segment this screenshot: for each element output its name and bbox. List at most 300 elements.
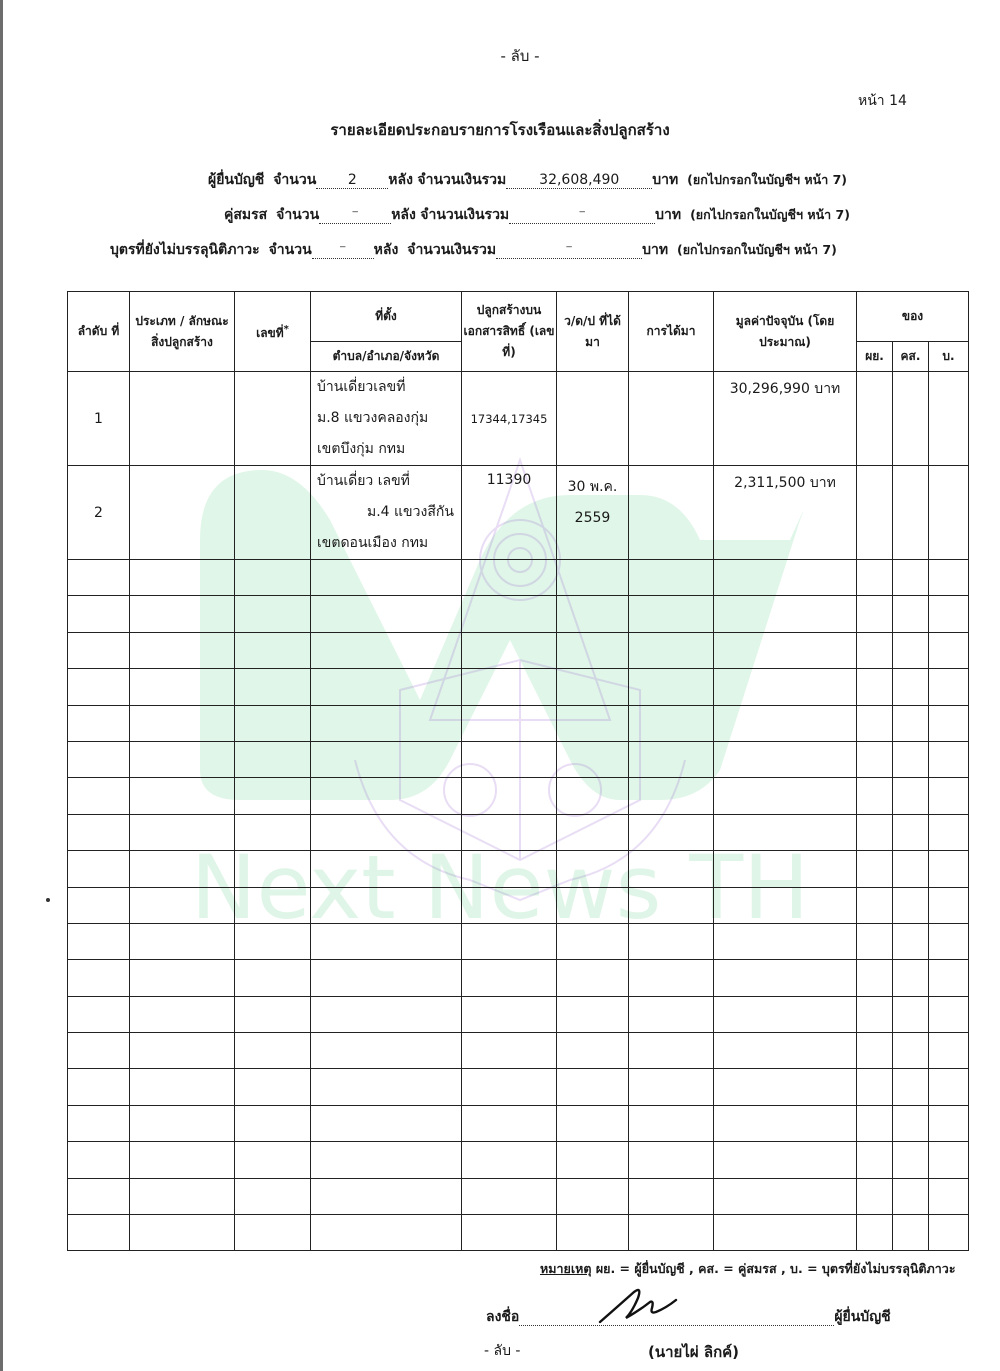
table-cell-empty — [235, 1105, 311, 1141]
row-location — [311, 372, 462, 466]
row-location-line: บ้านเดี่ยวเลขที่ — [317, 379, 406, 395]
row-date — [557, 466, 629, 560]
row-date-line: 2559 — [574, 510, 611, 526]
spouse-unit-label: หลัง — [391, 207, 416, 223]
table-cell-empty — [235, 1033, 311, 1069]
table-cell-empty — [893, 705, 929, 741]
table-cell-empty — [557, 669, 629, 705]
table-cell-empty — [68, 705, 130, 741]
row-location-line: ม.8 แขวงคลองกุ่ม — [317, 410, 429, 426]
table-row-empty — [68, 1105, 969, 1141]
spouse-count: ⁻ — [319, 207, 391, 224]
row-number — [235, 466, 311, 560]
table-cell-empty — [629, 851, 714, 887]
table-cell-empty — [714, 923, 857, 959]
table-cell-empty — [68, 960, 130, 996]
table-cell-empty — [311, 741, 462, 777]
remark-label: หมายเหตุ — [540, 1261, 592, 1276]
table-cell-empty — [130, 1215, 235, 1251]
table-cell-empty — [130, 778, 235, 814]
table-cell-empty — [929, 851, 969, 887]
table-cell-empty — [557, 705, 629, 741]
col-header-order: ลำดับ ที่ — [68, 292, 130, 372]
table-cell-empty — [714, 778, 857, 814]
table-cell-empty — [235, 1178, 311, 1214]
col-header-type: ประเภท / ลักษณะ สิ่งปลูกสร้าง — [130, 292, 235, 372]
table-cell-empty — [929, 1105, 969, 1141]
table-cell-empty — [130, 1069, 235, 1105]
table-cell-empty — [893, 1178, 929, 1214]
table-cell-empty — [714, 632, 857, 668]
table-cell-empty — [462, 851, 557, 887]
row-date-line: 30 พ.ค. — [567, 479, 618, 495]
table-cell-empty — [68, 778, 130, 814]
table-cell-empty — [68, 1215, 130, 1251]
table-row-empty — [68, 1142, 969, 1178]
table-cell-empty — [235, 1215, 311, 1251]
table-cell-empty — [68, 560, 130, 596]
table-cell-empty — [130, 632, 235, 668]
table-cell-empty — [714, 960, 857, 996]
table-cell-empty — [462, 1142, 557, 1178]
table-cell-empty — [929, 1142, 969, 1178]
table-cell-empty — [857, 1033, 893, 1069]
signer-name: (นายไผ่ ลิกค์) — [648, 1343, 740, 1361]
filer-unit-label: หลัง — [388, 172, 413, 188]
page-title: รายละเอียดประกอบรายการโรงเรือนและสิ่งปลูกสร้าง — [330, 121, 670, 139]
table-row-empty — [68, 1033, 969, 1069]
table-cell-empty — [629, 1105, 714, 1141]
children-currency: บาท — [642, 242, 669, 258]
table-row-empty — [68, 1178, 969, 1214]
table-cell-empty — [929, 632, 969, 668]
summary-filer — [208, 169, 847, 193]
children-total-label: จำนวนเงินรวม — [407, 242, 497, 258]
sign-role: ผู้ยื่นบัญชี — [834, 1309, 891, 1325]
row-location-line: บ้านเดี่ยว เลขที่ — [317, 473, 410, 489]
table-cell-empty — [462, 632, 557, 668]
table-cell-empty — [235, 1142, 311, 1178]
filer-currency: บาท — [652, 172, 679, 188]
table-cell-empty — [235, 960, 311, 996]
row-value: 30,296,990 บาท — [714, 372, 857, 466]
table-row — [68, 372, 969, 466]
buildings-table — [67, 291, 969, 1251]
remark — [540, 1259, 956, 1279]
col-header-location: ที่ตั้ง — [311, 292, 462, 342]
children-unit-label: หลัง — [373, 242, 399, 258]
table-cell-empty — [857, 851, 893, 887]
table-cell-empty — [929, 887, 969, 923]
page-edge — [0, 0, 3, 1371]
table-cell-empty — [714, 1033, 857, 1069]
table-row-empty — [68, 560, 969, 596]
table-cell-empty — [857, 778, 893, 814]
col-header-number — [235, 292, 311, 372]
table-cell-empty — [857, 1142, 893, 1178]
table-cell-empty — [629, 1033, 714, 1069]
table-cell-empty — [557, 1033, 629, 1069]
table-cell-empty — [857, 596, 893, 632]
watermark-text: Next News TH — [190, 836, 810, 939]
table-cell-empty — [714, 996, 857, 1032]
table-cell-empty — [714, 741, 857, 777]
spouse-currency: บาท — [655, 207, 682, 223]
table-cell-empty — [311, 1215, 462, 1251]
table-cell-empty — [557, 960, 629, 996]
row-value: 2,311,500 บาท — [714, 466, 857, 560]
table-cell-empty — [130, 596, 235, 632]
classification-top: - ลับ - — [500, 47, 540, 65]
table-cell-empty — [893, 960, 929, 996]
col-header-owner-child: บ. — [929, 342, 969, 372]
row-owner-spouse — [893, 372, 929, 466]
col-header-location-sub: ตำบล/อำเภอ/จังหวัด — [311, 342, 462, 372]
table-cell-empty — [68, 741, 130, 777]
spouse-label: คู่สมรส — [224, 207, 268, 223]
table-cell-empty — [714, 560, 857, 596]
table-cell-empty — [68, 1069, 130, 1105]
table-cell-empty — [130, 887, 235, 923]
table-cell-empty — [557, 778, 629, 814]
table-cell-empty — [557, 560, 629, 596]
table-cell-empty — [714, 1069, 857, 1105]
spouse-note: (ยกไปกรอกในบัญชีฯ หน้า 7) — [690, 207, 850, 222]
children-label: บุตรที่ยังไม่บรรลุนิติภาวะ — [110, 242, 260, 258]
table-cell-empty — [311, 923, 462, 959]
table-cell-empty — [857, 960, 893, 996]
table-cell-empty — [893, 814, 929, 850]
table-cell-empty — [68, 1033, 130, 1069]
table-cell-empty — [857, 669, 893, 705]
table-row-empty — [68, 705, 969, 741]
table-cell-empty — [857, 632, 893, 668]
table-cell-empty — [235, 923, 311, 959]
table-cell-empty — [929, 778, 969, 814]
table-cell-empty — [929, 1033, 969, 1069]
table-cell-empty — [929, 814, 969, 850]
table-cell-empty — [130, 705, 235, 741]
table-cell-empty — [130, 1033, 235, 1069]
table-cell-empty — [311, 996, 462, 1032]
table-cell-empty — [130, 851, 235, 887]
table-row-empty — [68, 960, 969, 996]
scan-speck — [46, 898, 50, 902]
col-header-owner: ของ — [857, 292, 969, 342]
col-header-date: ว/ด/ป ที่ได้มา — [557, 292, 629, 372]
summary-children — [110, 239, 837, 263]
table-cell-empty — [893, 560, 929, 596]
table-cell-empty — [68, 887, 130, 923]
row-order: 1 — [68, 372, 130, 466]
table-cell-empty — [629, 814, 714, 850]
table-cell-empty — [629, 887, 714, 923]
table-cell-empty — [714, 814, 857, 850]
row-owner-filer — [857, 372, 893, 466]
table-cell-empty — [68, 851, 130, 887]
table-cell-empty — [235, 778, 311, 814]
table-cell-empty — [929, 560, 969, 596]
row-owner-filer — [857, 466, 893, 560]
col-header-land-doc: ปลูกสร้างบน เอกสารสิทธิ์ (เลขที่) — [462, 292, 557, 372]
table-cell-empty — [857, 741, 893, 777]
handwritten-signature — [596, 1278, 686, 1328]
table-cell-empty — [462, 705, 557, 741]
table-cell-empty — [629, 960, 714, 996]
table-row-empty — [68, 741, 969, 777]
table-cell-empty — [629, 596, 714, 632]
table-cell-empty — [462, 1033, 557, 1069]
table-cell-empty — [462, 778, 557, 814]
table-cell-empty — [714, 851, 857, 887]
table-cell-empty — [235, 669, 311, 705]
table-cell-empty — [629, 1142, 714, 1178]
table-cell-empty — [714, 669, 857, 705]
table-cell-empty — [130, 1105, 235, 1141]
row-owner-child — [929, 372, 969, 466]
table-cell-empty — [857, 1069, 893, 1105]
table-cell-empty — [462, 1105, 557, 1141]
table-cell-empty — [235, 851, 311, 887]
table-cell-empty — [462, 887, 557, 923]
row-owner-child — [929, 466, 969, 560]
table-cell-empty — [629, 996, 714, 1032]
sign-label: ลงชื่อ — [486, 1309, 520, 1325]
table-cell-empty — [857, 1215, 893, 1251]
table-cell-empty — [929, 1178, 969, 1214]
table-cell-empty — [68, 996, 130, 1032]
table-cell-empty — [929, 996, 969, 1032]
filer-note: (ยกไปกรอกในบัญชีฯ หน้า 7) — [687, 172, 847, 187]
table-cell-empty — [130, 814, 235, 850]
table-cell-empty — [68, 1142, 130, 1178]
table-row-empty — [68, 596, 969, 632]
table-cell-empty — [311, 1178, 462, 1214]
row-type — [130, 466, 235, 560]
col-header-acquisition: การได้มา — [629, 292, 714, 372]
table-cell-empty — [311, 705, 462, 741]
table-row-empty — [68, 851, 969, 887]
table-row-empty — [68, 996, 969, 1032]
table-cell-empty — [311, 778, 462, 814]
row-land-doc: 17344,17345 — [462, 372, 557, 466]
table-cell-empty — [130, 923, 235, 959]
table-cell-empty — [462, 1069, 557, 1105]
col-header-value: มูลค่าปัจจุบัน (โดยประมาณ) — [714, 292, 857, 372]
children-note: (ยกไปกรอกในบัญชีฯ หน้า 7) — [677, 242, 837, 257]
col-header-owner-filer: ผย. — [857, 342, 893, 372]
table-cell-empty — [557, 887, 629, 923]
row-acquisition — [629, 372, 714, 466]
table-cell-empty — [462, 960, 557, 996]
row-location-line: เขตบึงกุ่ม กทม — [317, 441, 406, 457]
table-cell-empty — [893, 923, 929, 959]
table-cell-empty — [68, 1105, 130, 1141]
table-cell-empty — [714, 1178, 857, 1214]
table-row-empty — [68, 923, 969, 959]
children-count-label: จำนวน — [268, 242, 312, 258]
table-cell-empty — [557, 923, 629, 959]
table-cell-empty — [714, 1105, 857, 1141]
table-cell-empty — [857, 1178, 893, 1214]
table-cell-empty — [311, 669, 462, 705]
table-cell-empty — [929, 1215, 969, 1251]
table-cell-empty — [130, 669, 235, 705]
table-cell-empty — [311, 1069, 462, 1105]
table-cell-empty — [714, 1142, 857, 1178]
table-cell-empty — [557, 596, 629, 632]
table-cell-empty — [311, 1033, 462, 1069]
table-row-empty — [68, 814, 969, 850]
children-total: ⁻ — [496, 242, 642, 259]
table-cell-empty — [235, 560, 311, 596]
table-cell-empty — [311, 632, 462, 668]
table-cell-empty — [68, 669, 130, 705]
table-cell-empty — [893, 669, 929, 705]
table-cell-empty — [893, 596, 929, 632]
table-cell-empty — [893, 741, 929, 777]
table-cell-empty — [130, 960, 235, 996]
table-cell-empty — [462, 741, 557, 777]
summary-spouse — [224, 204, 850, 228]
table-cell-empty — [893, 1069, 929, 1105]
col-header-number-label: เลขที่ — [256, 326, 284, 340]
filer-count-label: จำนวน — [273, 172, 317, 188]
table-cell-empty — [311, 1105, 462, 1141]
table-row — [68, 466, 969, 560]
table-cell-empty — [130, 741, 235, 777]
table-cell-empty — [929, 596, 969, 632]
table-cell-empty — [235, 632, 311, 668]
table-cell-empty — [557, 851, 629, 887]
table-cell-empty — [462, 560, 557, 596]
table-cell-empty — [714, 887, 857, 923]
table-cell-empty — [929, 741, 969, 777]
table-cell-empty — [557, 741, 629, 777]
table-cell-empty — [557, 1215, 629, 1251]
children-count: ⁻ — [312, 242, 374, 259]
table-cell-empty — [929, 1069, 969, 1105]
table-cell-empty — [557, 1178, 629, 1214]
table-cell-empty — [68, 814, 130, 850]
table-cell-empty — [893, 887, 929, 923]
table-cell-empty — [629, 741, 714, 777]
spouse-count-label: จำนวน — [276, 207, 320, 223]
table-cell-empty — [557, 814, 629, 850]
table-cell-empty — [311, 596, 462, 632]
table-cell-empty — [929, 923, 969, 959]
table-cell-empty — [629, 1178, 714, 1214]
table-cell-empty — [629, 1069, 714, 1105]
row-type — [130, 372, 235, 466]
table-row-empty — [68, 1215, 969, 1251]
table-row-empty — [68, 887, 969, 923]
empty-rows — [68, 560, 969, 1251]
row-location-line: เขตดอนเมือง กทม — [317, 535, 429, 551]
table-cell-empty — [130, 1142, 235, 1178]
table-cell-empty — [629, 632, 714, 668]
table-cell-empty — [629, 778, 714, 814]
filer-total-label: จำนวนเงินรวม — [417, 172, 507, 188]
table-cell-empty — [68, 1178, 130, 1214]
table-row-empty — [68, 778, 969, 814]
table-cell-empty — [130, 996, 235, 1032]
table-cell-empty — [629, 560, 714, 596]
table-cell-empty — [235, 996, 311, 1032]
table-cell-empty — [893, 1105, 929, 1141]
table-row-empty — [68, 632, 969, 668]
table-cell-empty — [893, 996, 929, 1032]
table-cell-empty — [893, 1142, 929, 1178]
table-cell-empty — [462, 923, 557, 959]
remark-text: ผย. = ผู้ยื่นบัญชี , คส. = คู่สมรส , บ. = บุตรที่ยังไม่บรรลุนิติภาวะ — [595, 1261, 956, 1276]
table-cell-empty — [714, 1215, 857, 1251]
table-cell-empty — [130, 1178, 235, 1214]
table-cell-empty — [462, 814, 557, 850]
table-cell-empty — [557, 1142, 629, 1178]
signature-line — [486, 1306, 891, 1328]
table-cell-empty — [68, 596, 130, 632]
table-cell-empty — [68, 923, 130, 959]
table-cell-empty — [235, 814, 311, 850]
table-row-empty — [68, 1069, 969, 1105]
table-row-empty — [68, 669, 969, 705]
table-cell-empty — [557, 1069, 629, 1105]
table-cell-empty — [929, 960, 969, 996]
table-cell-empty — [893, 851, 929, 887]
col-header-number-mark: * — [283, 324, 289, 335]
table-cell-empty — [311, 560, 462, 596]
table-cell-empty — [629, 1215, 714, 1251]
table-cell-empty — [557, 1105, 629, 1141]
filer-count: 2 — [316, 172, 388, 189]
row-location — [311, 466, 462, 560]
table-cell-empty — [857, 705, 893, 741]
table-cell-empty — [714, 596, 857, 632]
table-cell-empty — [235, 705, 311, 741]
table-cell-empty — [857, 996, 893, 1032]
table-cell-empty — [235, 1069, 311, 1105]
spouse-total: ⁻ — [509, 207, 655, 224]
table-cell-empty — [893, 1215, 929, 1251]
row-owner-spouse — [893, 466, 929, 560]
table-cell-empty — [929, 705, 969, 741]
table-cell-empty — [311, 851, 462, 887]
table-cell-empty — [714, 705, 857, 741]
table-cell-empty — [893, 778, 929, 814]
table-cell-empty — [462, 1178, 557, 1214]
table-cell-empty — [557, 632, 629, 668]
table-cell-empty — [857, 887, 893, 923]
table-cell-empty — [462, 996, 557, 1032]
table-cell-empty — [311, 1142, 462, 1178]
table-cell-empty — [629, 669, 714, 705]
table-cell-empty — [629, 923, 714, 959]
table-cell-empty — [857, 923, 893, 959]
table-cell-empty — [311, 814, 462, 850]
table-cell-empty — [311, 887, 462, 923]
col-header-owner-spouse: คส. — [893, 342, 929, 372]
filer-label: ผู้ยื่นบัญชี — [208, 172, 265, 188]
table-cell-empty — [311, 960, 462, 996]
table-cell-empty — [857, 560, 893, 596]
table-cell-empty — [893, 1033, 929, 1069]
row-date — [557, 372, 629, 466]
table-cell-empty — [462, 669, 557, 705]
page-number: หน้า 14 — [858, 93, 907, 109]
table-cell-empty — [557, 996, 629, 1032]
table-cell-empty — [857, 814, 893, 850]
